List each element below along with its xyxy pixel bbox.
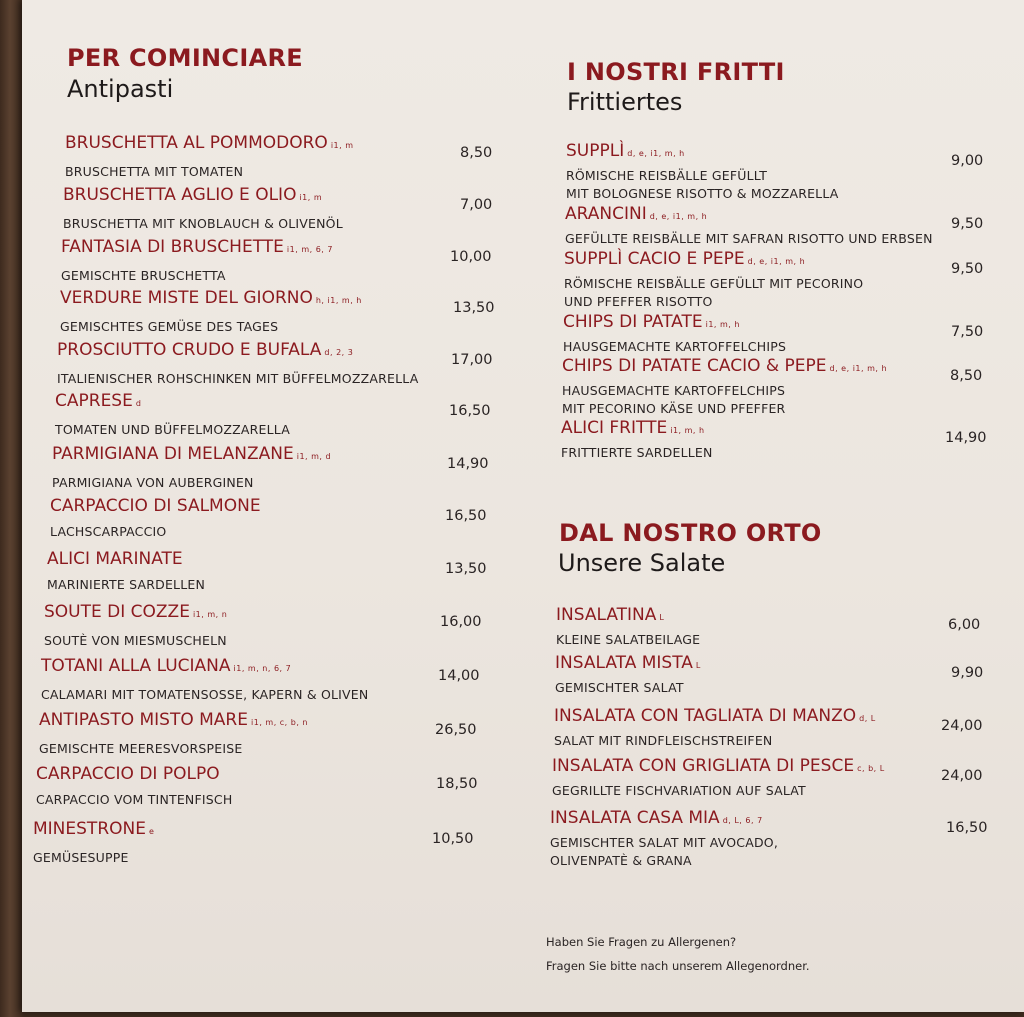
item-description: FRITTIERTE SARDELLEN [561,445,713,460]
item-name-text: CAPRESE [55,391,133,411]
item-name [565,204,933,227]
item-name-text: INSALATA CASA MIA [550,808,720,828]
item-name [55,391,290,414]
item-name-text: SOUTE DI COZZE [44,602,190,622]
item-name-text: BRUSCHETTA AL POMMODORO [65,133,328,153]
item-description: GEMISCHTER SALAT [555,680,684,695]
item-description: GEFÜLLTE REISBÄLLE MIT SAFRAN RISOTTO UND ERBSEN [565,231,933,246]
item-description: GEMISCHTE BRUSCHETTA [61,268,226,283]
item-name-text: INSALATA CON GRIGLIATA DI PESCE [552,756,855,776]
item-description: PARMIGIANA VON AUBERGINEN [52,475,254,490]
allergen-codes: i1, m, n, 6, 7 [233,664,292,673]
item-name [39,710,308,733]
item-price: 6,00 [948,617,981,633]
menu-item [33,819,154,867]
menu-item [63,185,343,233]
item-price: 10,50 [432,831,474,847]
item-price: 24,00 [941,768,983,784]
item-description: GEMISCHTES GEMÜSE DES TAGES [60,319,279,334]
item-price: 9,50 [951,261,984,277]
item-name-text: INSALATINA [556,605,657,625]
item-name-text: PARMIGIANA DI MELANZANE [52,444,294,464]
item-description: HAUSGEMACHTE KARTOFFELCHIPS [562,383,786,398]
allergen-note: Fragen Sie bitte nach unserem Allegenordner. [546,959,810,973]
item-price: 13,50 [453,300,495,316]
item-name [47,549,205,569]
item-name-text: ALICI FRITTE [561,418,668,438]
item-name [552,756,885,779]
item-name-text: CHIPS DI PATATE [563,312,703,332]
menu-item [47,549,205,594]
item-description: RÖMISCHE REISBÄLLE GEFÜLLT [566,168,768,183]
allergen-codes: e [148,827,155,836]
allergen-codes: h, i1, m, h [315,296,362,305]
item-description: CALAMARI MIT TOMATENSOSSE, KAPERN & OLIVEN [41,687,369,702]
item-description: GEMÜSESUPPE [33,850,129,865]
allergen-codes: d, L [859,714,876,723]
menu-item [50,496,261,541]
item-name [60,288,362,311]
item-name [563,312,786,335]
allergen-codes: d, L, 6, 7 [722,816,763,825]
allergen-codes: d, e, i1, m, h [747,257,806,266]
section-title: I NOSTRI FRITTI [567,58,785,86]
menu-item [564,249,863,311]
item-description: MIT BOLOGNESE RISOTTO & MOZZARELLA [566,186,839,201]
item-name [65,133,354,156]
section-title: PER COMINCIARE [67,44,303,72]
menu-item [61,237,333,285]
item-name-text: FANTASIA DI BRUSCHETTE [61,237,284,257]
menu-item [55,391,290,439]
item-description: BRUSCHETTA MIT TOMATEN [65,164,244,179]
item-price: 9,50 [951,216,984,232]
item-description: HAUSGEMACHTE KARTOFFELCHIPS [563,339,787,354]
item-name [61,237,333,260]
item-description: GEMISCHTER SALAT MIT AVOCADO, [550,835,778,850]
item-price: 18,50 [436,776,478,792]
menu-item [561,418,713,462]
item-price: 7,00 [460,197,493,213]
item-price: 14,90 [447,456,489,472]
menu-item [563,312,786,356]
allergen-codes: L [659,613,665,622]
item-name-text: ALICI MARINATE [47,549,183,569]
item-name [562,356,887,379]
item-description: KLEINE SALATBEILAGE [556,632,701,647]
section-subtitle: Frittiertes [567,88,683,116]
item-name [52,444,331,467]
menu-item [565,204,933,248]
menu-item [566,141,839,203]
section-subtitle: Unsere Salate [558,549,726,577]
item-name-text: INSALATA CON TAGLIATA DI MANZO [554,706,857,726]
item-description: SOUTÈ VON MIESMUSCHELN [44,633,227,648]
menu-item [552,756,885,800]
item-description: UND PFEFFER RISOTTO [564,294,713,309]
item-name-text: CHIPS DI PATATE CACIO & PEPE [562,356,827,376]
item-price: 16,50 [445,508,487,524]
item-name [556,605,700,628]
menu-item [60,288,362,336]
item-name [564,249,863,272]
item-description: GEMISCHTE MEERESVORSPEISE [39,741,243,756]
item-name-text: BRUSCHETTA AGLIO E OLIO [63,185,297,205]
section-subtitle: Antipasti [67,75,174,103]
allergen-question: Haben Sie Fragen zu Allergenen? [546,935,737,949]
allergen-codes: d, e, i1, m, h [649,212,708,221]
item-name [41,656,368,679]
allergen-codes: i1, m, h [705,320,740,329]
item-name [550,808,778,831]
item-name-text: INSALATA MISTA [555,653,693,673]
item-price: 7,50 [951,324,984,340]
allergen-codes: d, e, i1, m, h [627,149,685,158]
section-title: DAL NOSTRO ORTO [559,519,822,547]
item-name [44,602,227,625]
menu-item [554,706,876,750]
item-name [555,653,701,676]
item-name-text: SUPPLÌ [566,141,625,161]
item-price: 24,00 [941,718,983,734]
menu-item [556,605,700,649]
item-price: 14,00 [438,668,480,684]
allergen-codes: i1, m, c, b, n [251,718,308,727]
item-description: LACHSCARPACCIO [50,524,167,539]
item-description: OLIVENPATÈ & GRANA [550,853,692,868]
menu-item [65,133,354,181]
allergen-codes: i1, m, d [296,452,332,461]
item-price: 14,90 [945,430,987,446]
item-name-text: VERDURE MISTE DEL GIORNO [60,288,313,308]
item-name [57,340,418,363]
menu-item [562,356,887,418]
item-price: 17,00 [451,352,493,368]
item-price: 8,50 [460,145,493,161]
item-name-text: PROSCIUTTO CRUDO E BUFALA [57,340,322,360]
item-price: 26,50 [435,722,477,738]
item-description: TOMATEN UND BÜFFELMOZZARELLA [55,422,291,437]
item-price: 8,50 [950,368,983,384]
allergen-codes: i1, m, h [670,426,705,435]
allergen-codes: L [695,661,701,670]
allergen-codes: i1, m [299,193,323,202]
item-name [554,706,876,729]
item-description: CARPACCIO VOM TINTENFISCH [36,792,233,807]
item-name-text: ANTIPASTO MISTO MARE [39,710,248,730]
item-name-text: SUPPLÌ CACIO E PEPE [564,249,745,269]
item-description: SALAT MIT RINDFLEISCHSTREIFEN [554,733,773,748]
item-name [566,141,839,164]
menu-item [44,602,227,650]
menu-item [41,656,368,704]
item-price: 16,50 [449,403,491,419]
menu-item [555,653,701,697]
allergen-codes: c, b, L [857,764,885,773]
item-name-text: MINESTRONE [33,819,146,839]
item-name [33,819,154,842]
item-name-text: CARPACCIO DI SALMONE [50,496,261,516]
item-description: GEGRILLTE FISCHVARIATION AUF SALAT [552,783,806,798]
item-price: 16,00 [440,614,482,630]
item-name [36,764,232,784]
item-description: RÖMISCHE REISBÄLLE GEFÜLLT MIT PECORINO [564,276,864,291]
item-description: MARINIERTE SARDELLEN [47,577,206,592]
menu-item [36,764,232,809]
allergen-codes: d, e, i1, m, h [829,364,888,373]
item-price: 10,00 [450,249,492,265]
item-name [63,185,343,208]
allergen-codes: d [135,399,142,408]
item-description: MIT PECORINO KÄSE UND PFEFFER [562,401,786,416]
item-price: 9,90 [951,665,984,681]
menu-item [550,808,778,870]
allergen-codes: d, 2, 3 [324,348,354,357]
menu-item [52,444,331,492]
menu-item [57,340,418,388]
allergen-codes: i1, m [330,141,354,150]
item-price: 13,50 [445,561,487,577]
menu-item [39,710,308,758]
item-name-text: TOTANI ALLA LUCIANA [41,656,231,676]
item-name-text: CARPACCIO DI POLPO [36,764,220,784]
item-name [561,418,713,441]
item-name-text: ARANCINI [565,204,647,224]
item-description: BRUSCHETTA MIT KNOBLAUCH & OLIVENÖL [63,216,343,231]
allergen-codes: i1, m, n [192,610,228,619]
item-description: ITALIENISCHER ROHSCHINKEN MIT BÜFFELMOZZARELLA [57,371,419,386]
item-name [50,496,261,516]
allergen-codes: i1, m, 6, 7 [286,245,333,254]
item-price: 16,50 [946,820,988,836]
item-price: 9,00 [951,153,984,169]
